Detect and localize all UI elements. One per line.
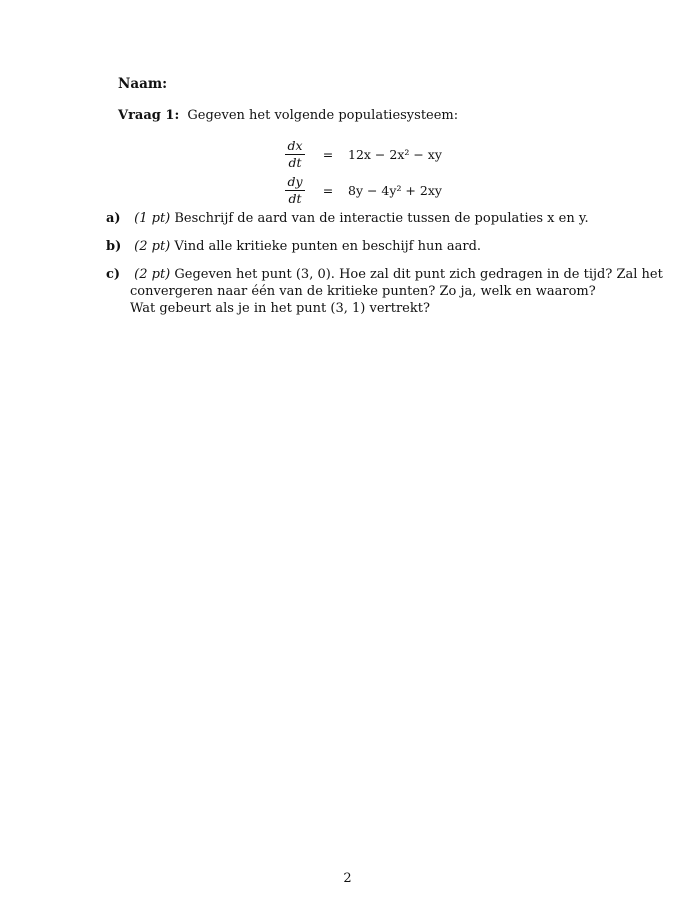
equals-sign: = <box>322 182 334 198</box>
equation-rhs: 12x − 2x² − xy <box>348 146 442 162</box>
fraction-denominator: dt <box>288 190 302 206</box>
equation-row-dy <box>284 172 442 208</box>
subquestion-text: Vind alle kritieke punten en beschijf hun aard. <box>174 239 482 254</box>
subquestion-text: Beschrijf de aard van de interactie tussen de populaties x en y. <box>174 211 589 226</box>
subquestion-label: c) <box>106 267 121 282</box>
fraction-numerator: dx <box>287 137 303 153</box>
subquestion-text-line-3: Wat gebeurt als je in het punt (3, 1) vertrekt? <box>130 301 430 316</box>
subquestion-c <box>106 266 663 317</box>
subquestion-b <box>106 238 481 255</box>
subquestion-label: a) <box>106 211 121 226</box>
question-heading <box>118 108 458 123</box>
page-number: 2 <box>343 871 352 886</box>
equals-sign: = <box>322 146 334 162</box>
name-label: Naam: <box>118 76 168 92</box>
equation-system <box>284 136 442 208</box>
subquestion-text-line-1: Gegeven het punt (3, 0). Hoe zal dit punt zich gedragen in de tijd? Zal het <box>174 267 663 282</box>
question-label: Vraag 1: <box>118 108 180 123</box>
subquestion-text-line-2: convergeren naar één van de kritieke punten? Zo ja, welk en waarom? <box>130 284 596 299</box>
subquestion-a <box>106 210 589 227</box>
points-label: (2 pt) <box>134 239 171 254</box>
points-label: (1 pt) <box>134 211 171 226</box>
derivative-fraction-dx <box>284 139 306 170</box>
fraction-denominator: dt <box>288 154 302 170</box>
points-label: (2 pt) <box>134 267 171 282</box>
equation-rhs: 8y − 4y² + 2xy <box>348 182 442 198</box>
derivative-fraction-dy <box>284 175 306 206</box>
equation-row-dx <box>284 136 442 172</box>
fraction-numerator: dy <box>287 173 303 189</box>
question-intro: Gegeven het volgende populatiesysteem: <box>187 108 459 123</box>
subquestion-label: b) <box>106 239 122 254</box>
